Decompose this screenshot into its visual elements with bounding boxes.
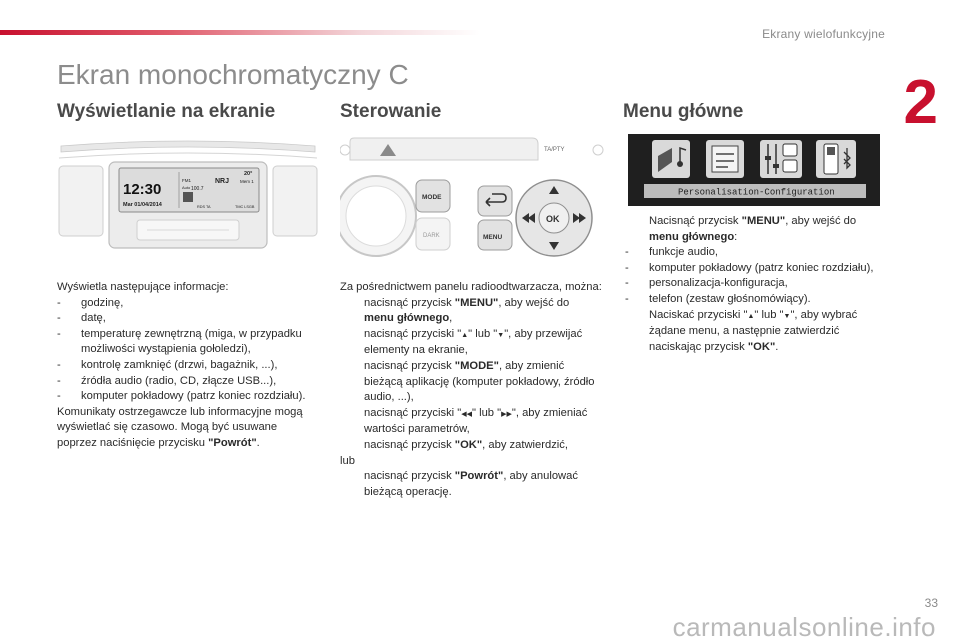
col1-item: - kontrolę zamknięć (drzwi, bagażnik, ...), [57, 358, 278, 371]
col2-step: nacisnąć przycisk "Powrót", aby anulować bieżącą operację. [364, 470, 578, 498]
col2-step: nacisnąć przycisk "MENU", aby wejść do menu głównego, [364, 296, 570, 325]
dashboard-display-figure [57, 138, 319, 260]
col2-step: nacisnąć przyciski "◀◀" lub "▶▶", aby zmieniać wartości parametrów, [364, 406, 588, 436]
rewind-icon: ◀◀ [461, 410, 473, 418]
header-accent-bar [0, 30, 480, 35]
down-arrow-icon: ▼ [497, 331, 505, 339]
page-title: Ekran monochromatyczny C [57, 59, 409, 90]
page-number: 33 [924, 596, 938, 610]
col3-subitem: - funkcje audio, [625, 246, 719, 259]
watermark: carmanualsonline.info [672, 612, 936, 642]
display-frequency: 100.7 [191, 186, 204, 192]
col1-text [57, 280, 319, 452]
mode-button-label: MODE [422, 194, 442, 201]
display-auto: Auto [182, 185, 191, 190]
display-rds: RDS TA [197, 205, 211, 209]
col3-subitem: - personalizacja-konfiguracja, [625, 277, 788, 290]
col1-outro: Komunikaty ostrzegawcze lub informacyjne mogą wyświetlać się czasowo. Mogą być usuwane poprzez naciśnięcie przycisku "Powrót". [57, 405, 303, 449]
col2-step: nacisnąć przycisk "OK", aby zatwierdzić, [364, 438, 568, 451]
up-arrow-icon: ▲ [747, 312, 755, 320]
display-date: Mar 01/04/2014 [123, 202, 162, 208]
display-memory: Mem 1 [240, 179, 254, 184]
col1-heading: Wyświetlanie na ekranie [57, 101, 276, 122]
menu-button-label: MENU [483, 234, 503, 241]
door-status-icon [183, 192, 193, 202]
ta-pty-button[interactable]: TA/PTY [544, 147, 565, 153]
col1-item: - godzinę, [57, 296, 124, 309]
col2-intro: Za pośrednictwem panelu radioodtwarzacza, można: [340, 281, 602, 293]
fast-forward-icon: ▶▶ [501, 410, 512, 418]
col3-text [625, 214, 887, 355]
main-menu-screen-figure [628, 134, 880, 206]
col1-item: - komputer pokładowy (patrz koniec rozdziału). [57, 390, 306, 403]
back-button[interactable] [478, 186, 512, 216]
chapter-number: 2 [903, 68, 938, 137]
down-arrow-icon: ▼ [783, 312, 791, 320]
section-title: Ekrany wielofunkcyjne [762, 27, 885, 41]
trip-computer-icon [712, 146, 738, 172]
display-station: NRJ [215, 178, 230, 185]
col1-item: - źródła audio (radio, CD, złącze USB...), [57, 374, 277, 387]
col3-subitem: - komputer pokładowy (patrz koniec rozdziału), [625, 261, 874, 274]
display-time: 12:30 [123, 181, 162, 198]
ok-button-label: OK [546, 214, 560, 224]
col1-item: - datę, [57, 312, 106, 325]
col2-step: nacisnąć przyciski "▲" lub "▼", aby przewijać elementy na ekranie, [364, 327, 583, 357]
control-panel-figure [340, 136, 604, 266]
up-arrow-icon: ▲ [461, 331, 469, 339]
col2-step: nacisnąć przycisk "MODE", aby zmienić bieżącą aplikację (komputer pokładowy, źródło audio, ...), [364, 359, 595, 404]
col1-intro: Wyświetla następujące informacje: [57, 281, 229, 293]
col2-text [340, 280, 602, 500]
display-temp: 20° [244, 171, 253, 177]
col3-subitem: - telefon (zestaw głośnomówiący). [625, 292, 811, 305]
col3-step: Naciskać przyciski "▲" lub "▼", aby wybrać żądane menu, a następnie zatwierdzić naciskając przycisk "OK". [649, 308, 858, 353]
col3-step: Nacisnąć przycisk "MENU", aby wejść do menu głównego: [649, 215, 857, 243]
dark-button-label: DARK [423, 233, 440, 239]
col2-heading: Sterowanie [340, 101, 442, 122]
menu-selected-label: Personalisation-Configuration [678, 187, 835, 198]
display-band: FM1 [182, 178, 191, 183]
col2-or: lub [340, 454, 355, 467]
col3-heading: Menu główne [623, 101, 744, 122]
display-tmc: TMC LSGB [235, 205, 255, 209]
col1-item: - temperaturę zewnętrzną (miga, w przypadku możliwości wystąpienia gołoledzi), [57, 327, 302, 356]
